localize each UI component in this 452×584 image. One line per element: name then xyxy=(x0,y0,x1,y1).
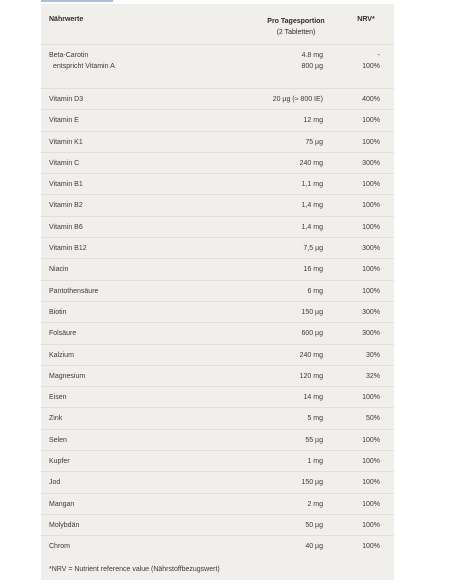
row-amount: 1,4 mg xyxy=(301,223,323,231)
row-nrv: 100% xyxy=(362,458,380,466)
table-row xyxy=(41,152,394,173)
table-row xyxy=(41,131,394,152)
row-name: Zink xyxy=(49,415,63,423)
row-nrv: 100% xyxy=(362,500,380,508)
row-nrv: 100% xyxy=(362,181,380,189)
table-row xyxy=(41,450,394,471)
row-amount: 150 µg xyxy=(301,479,323,487)
row-amount: 7,5 µg xyxy=(303,245,323,253)
header-nrv: NRV* xyxy=(357,16,375,23)
row-nrv: - xyxy=(377,52,380,59)
row-amount: 240 mg xyxy=(299,159,323,167)
row-amount: 2 mg xyxy=(307,500,323,508)
table-body xyxy=(41,44,394,557)
table-row xyxy=(41,237,394,258)
table-row xyxy=(41,216,394,237)
row-name: Vitamin E xyxy=(49,117,79,125)
row-nrv: 30% xyxy=(365,351,380,359)
table-row xyxy=(41,280,394,301)
table-row xyxy=(41,301,394,322)
row-nrv: 100% xyxy=(362,543,380,551)
nrv-footnote: *NRV = Nutrient reference value (Nährstoffbezugswert) xyxy=(49,566,220,573)
row-name: Eisen xyxy=(49,394,67,402)
row-amount: 55 µg xyxy=(305,436,323,444)
row-nrv: 50% xyxy=(365,415,380,423)
row-name: Folsäure xyxy=(49,330,77,338)
table-row xyxy=(41,194,394,215)
table-row xyxy=(41,322,394,343)
table-row xyxy=(41,471,394,492)
row-nrv: 100% xyxy=(362,117,380,125)
table-row xyxy=(41,258,394,279)
row-nrv: 100% xyxy=(362,202,380,210)
row-name: Kupfer xyxy=(49,458,70,466)
row-amount: 5 mg xyxy=(307,415,323,423)
row-name: Beta-Carotin xyxy=(49,52,89,59)
row-amount: 600 µg xyxy=(301,330,323,338)
row-name: Vitamin B12 xyxy=(49,245,87,253)
table-row xyxy=(41,109,394,130)
table-row xyxy=(41,493,394,514)
row-sub-amount: 800 µg xyxy=(301,63,323,70)
row-nrv: 300% xyxy=(362,308,380,316)
row-nrv: 100% xyxy=(362,394,380,402)
row-name: Chrom xyxy=(49,543,71,551)
table-row xyxy=(41,429,394,450)
row-name: Vitamin B6 xyxy=(49,223,83,231)
row-nrv: 100% xyxy=(362,287,380,295)
row-amount: 1 mg xyxy=(307,458,323,466)
row-name: Vitamin C xyxy=(49,159,80,167)
row-amount: 20 µg (≈ 800 IE) xyxy=(272,96,323,103)
row-amount: 16 mg xyxy=(303,266,323,274)
table-row xyxy=(41,386,394,407)
table-row xyxy=(41,407,394,428)
row-amount: 75 µg xyxy=(305,138,323,146)
row-nrv: 100% xyxy=(362,436,380,444)
row-name: Vitamin B1 xyxy=(49,181,83,189)
table-row xyxy=(41,365,394,386)
row-name: Jod xyxy=(49,479,61,487)
row-amount: 240 mg xyxy=(299,351,323,359)
row-amount: 50 µg xyxy=(305,521,323,529)
row-nrv: 300% xyxy=(362,330,380,338)
row-name: Molybdän xyxy=(49,521,80,529)
row-name: Vitamin K1 xyxy=(49,138,83,146)
row-nrv: 300% xyxy=(362,159,380,167)
row-name: Vitamin B2 xyxy=(49,202,83,210)
header-nutrients: Nährwerte xyxy=(49,16,84,23)
row-amount: 12 mg xyxy=(303,117,323,125)
row-nrv: 300% xyxy=(362,245,380,253)
row-sub-nrv: 100% xyxy=(362,63,380,70)
row-amount: 4.8 mg xyxy=(301,52,323,59)
active-tab-indicator xyxy=(41,0,113,2)
row-name: Biotin xyxy=(49,308,67,316)
row-nrv: 100% xyxy=(362,479,380,487)
row-nrv: 400% xyxy=(362,96,380,103)
row-name: Pantothensäure xyxy=(49,287,99,295)
header-portion-label: Pro Tagesportion xyxy=(267,18,325,25)
row-name: Mangan xyxy=(49,500,75,508)
row-amount: 6 mg xyxy=(307,287,323,295)
table-row xyxy=(41,514,394,535)
row-nrv: 100% xyxy=(362,223,380,231)
row-name: Vitamin D3 xyxy=(49,96,84,103)
header-portion-sub: (2 Tabletten) xyxy=(276,29,316,36)
row-amount: 150 µg xyxy=(301,308,323,316)
table-row xyxy=(41,173,394,194)
row-amount: 14 mg xyxy=(303,394,323,402)
row-nrv: 100% xyxy=(362,266,380,274)
row-amount: 1,1 mg xyxy=(301,181,323,189)
row-name: Niacin xyxy=(49,266,69,274)
table-row-beta-carotin xyxy=(41,44,394,88)
row-amount: 120 mg xyxy=(299,372,323,380)
nutrition-table-panel xyxy=(41,4,394,580)
row-name: Kalzium xyxy=(49,351,74,359)
row-amount: 1,4 mg xyxy=(301,202,323,210)
row-name: Magnesium xyxy=(49,372,86,380)
row-nrv: 32% xyxy=(365,372,380,380)
table-row xyxy=(41,88,394,109)
row-sub-name: entspricht Vitamin A xyxy=(53,63,115,70)
row-amount: 40 µg xyxy=(305,543,323,551)
table-header xyxy=(41,4,394,44)
table-row xyxy=(41,344,394,365)
row-name: Selen xyxy=(49,436,67,444)
row-nrv: 100% xyxy=(362,521,380,529)
table-row xyxy=(41,535,394,556)
row-nrv: 100% xyxy=(362,138,380,146)
